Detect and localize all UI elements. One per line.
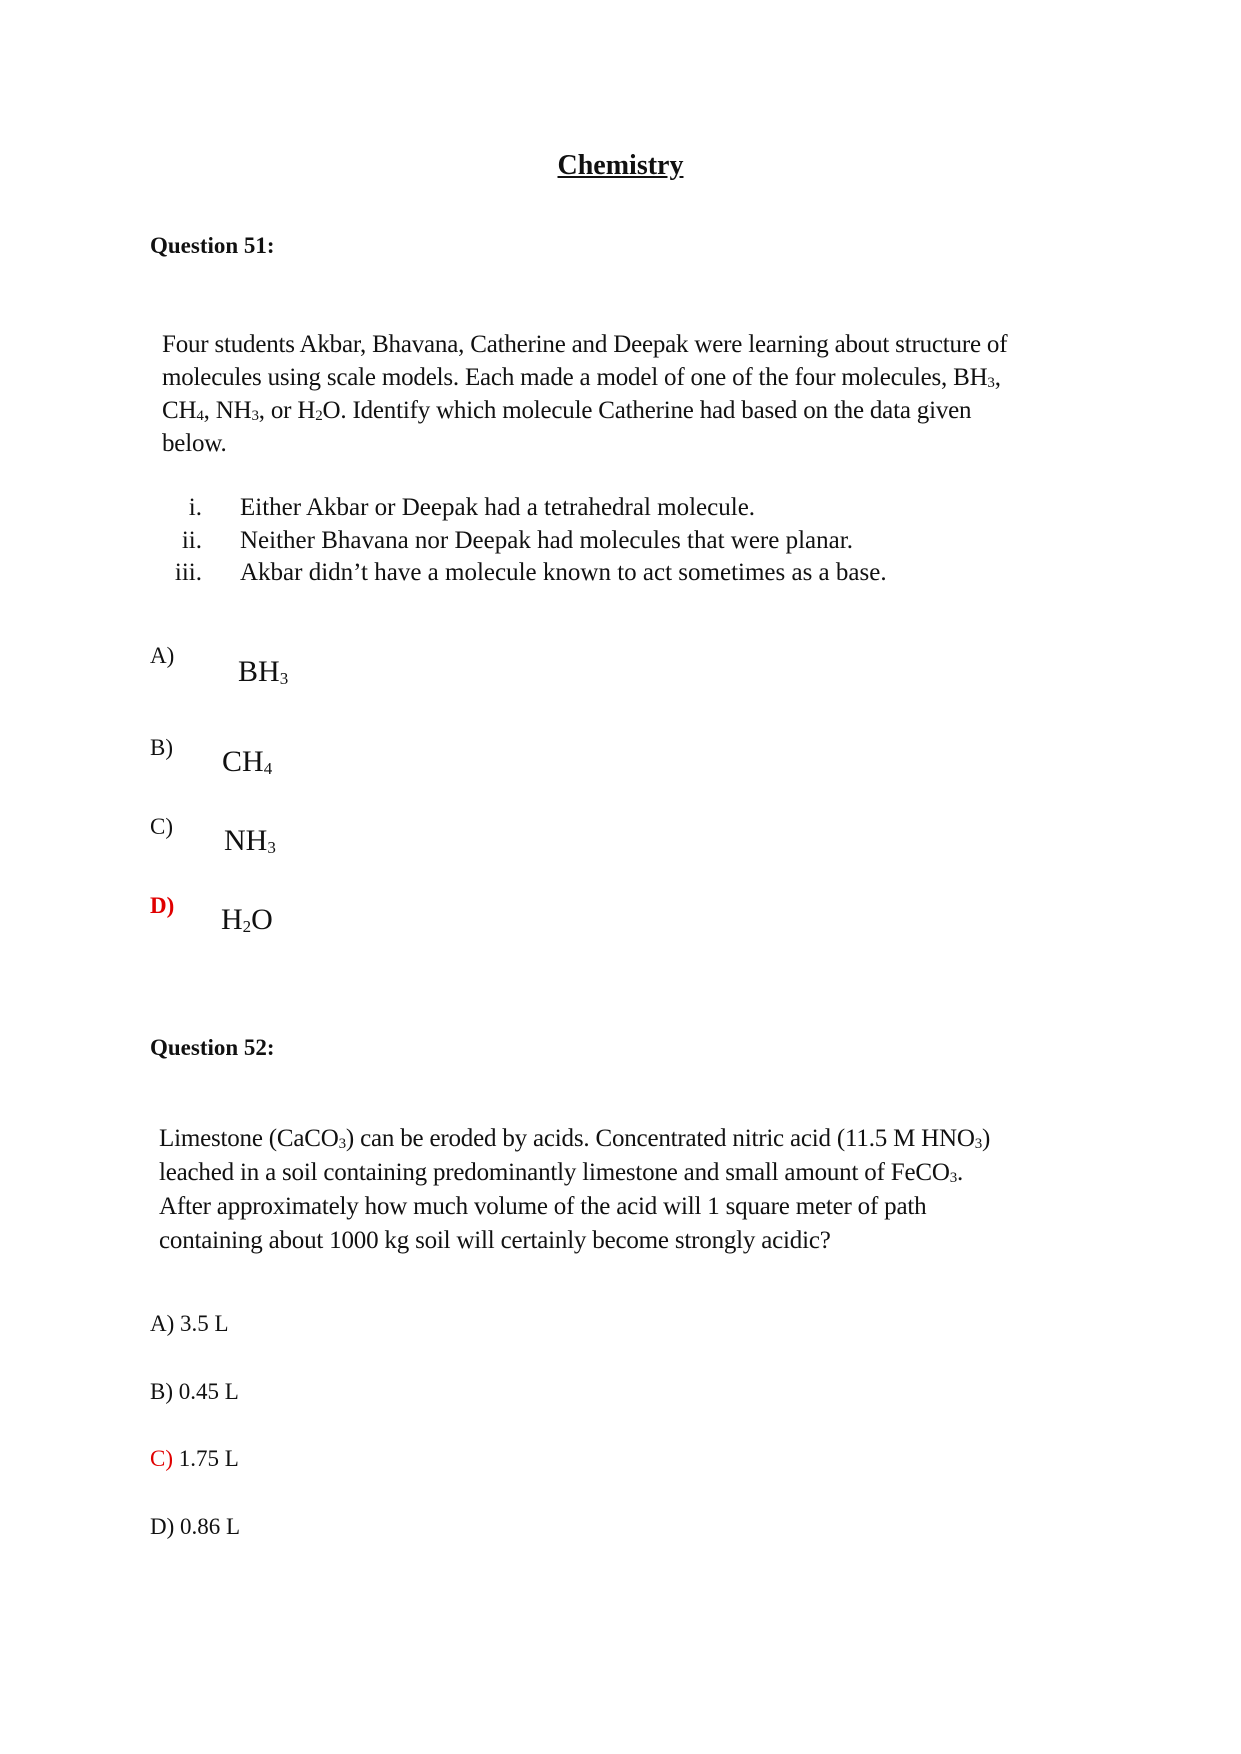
option-letter-d-correct: D) xyxy=(150,893,175,918)
option-a-formula: $BH_3$ xyxy=(238,655,289,688)
option-b-formula: $CH_4$ xyxy=(222,745,273,778)
option-letter-a: A) xyxy=(150,643,175,668)
text-line: containing about 1000 kg soil will certainly become strongly acidic? xyxy=(159,1227,831,1254)
option-c-formula: $NH_3$ xyxy=(224,824,276,857)
question-51-label: Question 51: xyxy=(150,233,275,258)
text-line: Limestone (CaCO$_3$) can be eroded by acids. Concentrated nitric acid (11.5 M $HNO_3$) xyxy=(159,1125,991,1152)
option-d: D) 0.86 L xyxy=(150,1514,241,1539)
text-line: molecules using scale models. Each made a model of one of the four molecules, $BH_3$, xyxy=(162,364,1001,391)
text-line: Four students Akbar, Bhavana, Catherine and Deepak were learning about structure of xyxy=(162,331,1008,358)
option-b: B) 0.45 L xyxy=(150,1379,239,1404)
option-letter-c: C) xyxy=(150,814,173,839)
text-line: After approximately how much volume of the acid will 1 square meter of path xyxy=(159,1193,927,1220)
page-title: Chemistry xyxy=(557,150,684,181)
option-letter-b: B) xyxy=(150,735,173,760)
text-line: leached in a soil containing predominantly limestone and small amount of FeCO$_3$. xyxy=(159,1159,964,1186)
text-line: $CH_4$, $NH_3$, or $H_2O$. Identify which molecule Catherine had based on the data given xyxy=(162,397,972,424)
option-d-formula: $H_2O$ xyxy=(221,903,273,936)
correct-letter: C) xyxy=(150,1446,173,1471)
clue-text: Akbar didn’t have a molecule known to act sometimes as a base. xyxy=(240,559,887,586)
option-c-correct: C) 1.75 L xyxy=(150,1446,239,1471)
question-52-text xyxy=(159,1122,990,1258)
clue-number: iii. xyxy=(174,559,202,586)
clue-number: i. xyxy=(188,494,202,521)
clue-text: Neither Bhavana nor Deepak had molecules that were planar. xyxy=(240,527,853,554)
option-a: A) 3.5 L xyxy=(150,1311,229,1336)
text-line: below. xyxy=(162,430,227,457)
clue-number: ii. xyxy=(181,527,202,554)
question-51-text xyxy=(162,328,1007,460)
question-52-label: Question 52: xyxy=(150,1035,275,1060)
clue-text: Either Akbar or Deepak had a tetrahedral molecule. xyxy=(240,494,756,521)
